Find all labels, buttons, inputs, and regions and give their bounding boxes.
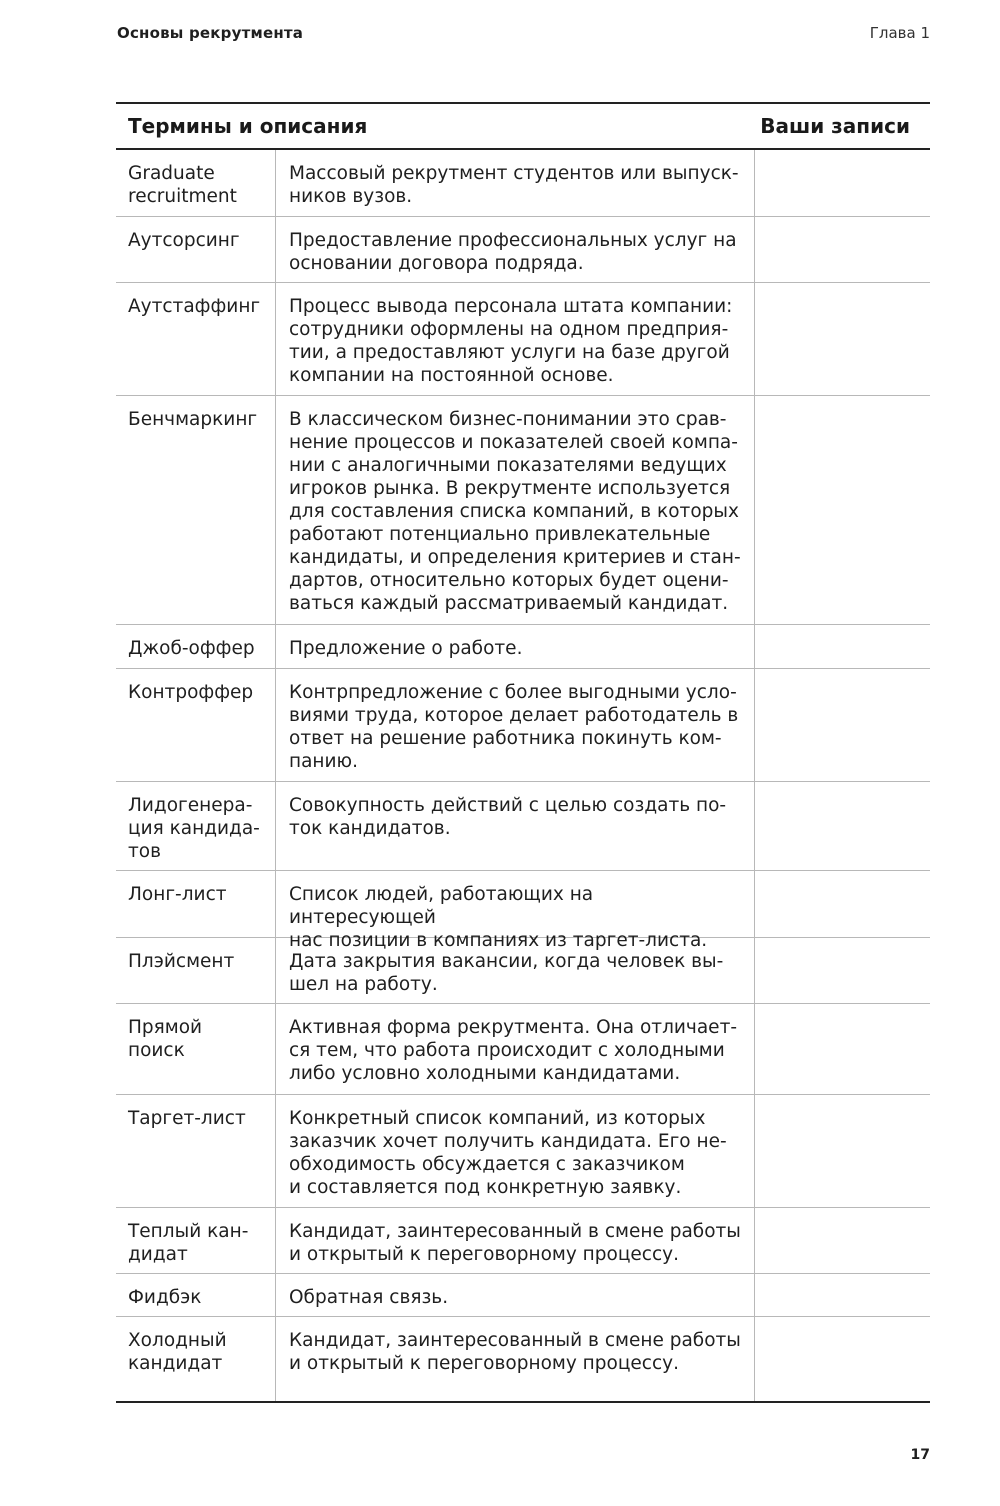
term-cell: Лонг-лист bbox=[116, 871, 276, 937]
notes-cell bbox=[755, 1274, 930, 1316]
table-row bbox=[116, 283, 930, 396]
table-header bbox=[116, 104, 930, 150]
notes-cell bbox=[755, 1004, 930, 1094]
page-number: 17 bbox=[910, 1447, 930, 1463]
notes-cell bbox=[755, 217, 930, 282]
term-cell: Аутсорсинг bbox=[116, 217, 276, 282]
description-cell: Дата закрытия вакансии, когда человек вы- шел на работу. bbox=[276, 938, 755, 1003]
description-cell: Конкретный список компаний, из которых заказчик хочет получить кандидата. Его не- обходимость обсуждается с заказчиком и составляется под конкретную заявку. bbox=[276, 1095, 755, 1207]
notes-cell bbox=[755, 669, 930, 781]
term-cell: Контроффер bbox=[116, 669, 276, 781]
notes-cell bbox=[755, 782, 930, 870]
term-cell: Таргет-лист bbox=[116, 1095, 276, 1207]
table-row bbox=[116, 217, 930, 283]
notes-cell bbox=[755, 871, 930, 937]
term-cell: Плэйсмент bbox=[116, 938, 276, 1003]
book-title: Основы рекрутмента bbox=[117, 24, 304, 42]
table-row bbox=[116, 1004, 930, 1095]
notes-cell bbox=[755, 150, 930, 216]
term-cell: Холодный кандидат bbox=[116, 1317, 276, 1401]
table-row bbox=[116, 782, 930, 871]
description-cell: Активная форма рекрутмента. Она отличает- ся тем, что работа происходит с холодными либо условно холодными кандидатами. bbox=[276, 1004, 755, 1094]
description-cell: Контрпредложение с более выгодными усло- виями труда, которое делает работодатель в ответ на решение работника покинуть ком- панию. bbox=[276, 669, 755, 781]
table-row bbox=[116, 1274, 930, 1317]
notes-cell bbox=[755, 283, 930, 395]
notes-cell bbox=[755, 396, 930, 624]
term-cell: Теплый кан- дидат bbox=[116, 1208, 276, 1273]
table-row bbox=[116, 150, 930, 217]
description-cell: Кандидат, заинтересованный в смене работы и открытый к переговорному процессу. bbox=[276, 1208, 755, 1273]
notes-cell bbox=[755, 1095, 930, 1207]
term-cell: Graduate recruitment bbox=[116, 150, 276, 216]
description-cell: Предоставление профессиональных услуг на основании договора подряда. bbox=[276, 217, 755, 282]
description-cell: Процесс вывода персонала штата компании: сотрудники оформлены на одном предприя- тии, а предоставляют услуги на базе другой компании на постоянной основе. bbox=[276, 283, 755, 395]
notes-cell bbox=[755, 938, 930, 1003]
table-row bbox=[116, 396, 930, 625]
notes-column-header: Ваши записи bbox=[760, 114, 910, 138]
notes-cell bbox=[755, 1317, 930, 1401]
chapter-label: Глава 1 bbox=[869, 24, 930, 42]
glossary-table bbox=[116, 102, 930, 1403]
description-cell: Список людей, работающих на интересующей нас позиции в компаниях из таргет-листа. bbox=[276, 871, 755, 937]
term-cell: Аутстаффинг bbox=[116, 283, 276, 395]
table-row bbox=[116, 871, 930, 951]
description-cell: Совокупность действий с целью создать по- ток кандидатов. bbox=[276, 782, 755, 870]
term-cell: Лидогенера- ция кандида- тов bbox=[116, 782, 276, 870]
table-row bbox=[116, 938, 930, 1004]
term-cell: Джоб-оффер bbox=[116, 625, 276, 668]
description-cell: Кандидат, заинтересованный в смене работы и открытый к переговорному процессу. bbox=[276, 1317, 755, 1401]
table-row bbox=[116, 1317, 930, 1401]
table-row bbox=[116, 1208, 930, 1274]
table-row bbox=[116, 625, 930, 669]
description-cell: Массовый рекрутмент студентов или выпуск- ников вузов. bbox=[276, 150, 755, 216]
description-cell: В классическом бизнес-понимании это срав- нение процессов и показателей своей компа- нии с аналогичными показателями ведущих игроков рынка. В рекрутменте используется для составления списка компаний, в которых работают потенциально привлекательные кандидаты, и определения критериев и стан- дартов, относительно которых будет оцени- ваться каждый рассматриваемый кандидат. bbox=[276, 396, 755, 624]
running-header bbox=[117, 24, 930, 42]
term-cell: Прямой поиск bbox=[116, 1004, 276, 1094]
description-cell: Обратная связь. bbox=[276, 1274, 755, 1316]
table-row bbox=[116, 1095, 930, 1208]
term-cell: Бенчмаркинг bbox=[116, 396, 276, 624]
table-row bbox=[116, 669, 930, 782]
notes-cell bbox=[755, 625, 930, 668]
term-cell: Фидбэк bbox=[116, 1274, 276, 1316]
terms-column-header: Термины и описания bbox=[128, 114, 368, 138]
notes-cell bbox=[755, 1208, 930, 1273]
description-cell: Предложение о работе. bbox=[276, 625, 755, 668]
